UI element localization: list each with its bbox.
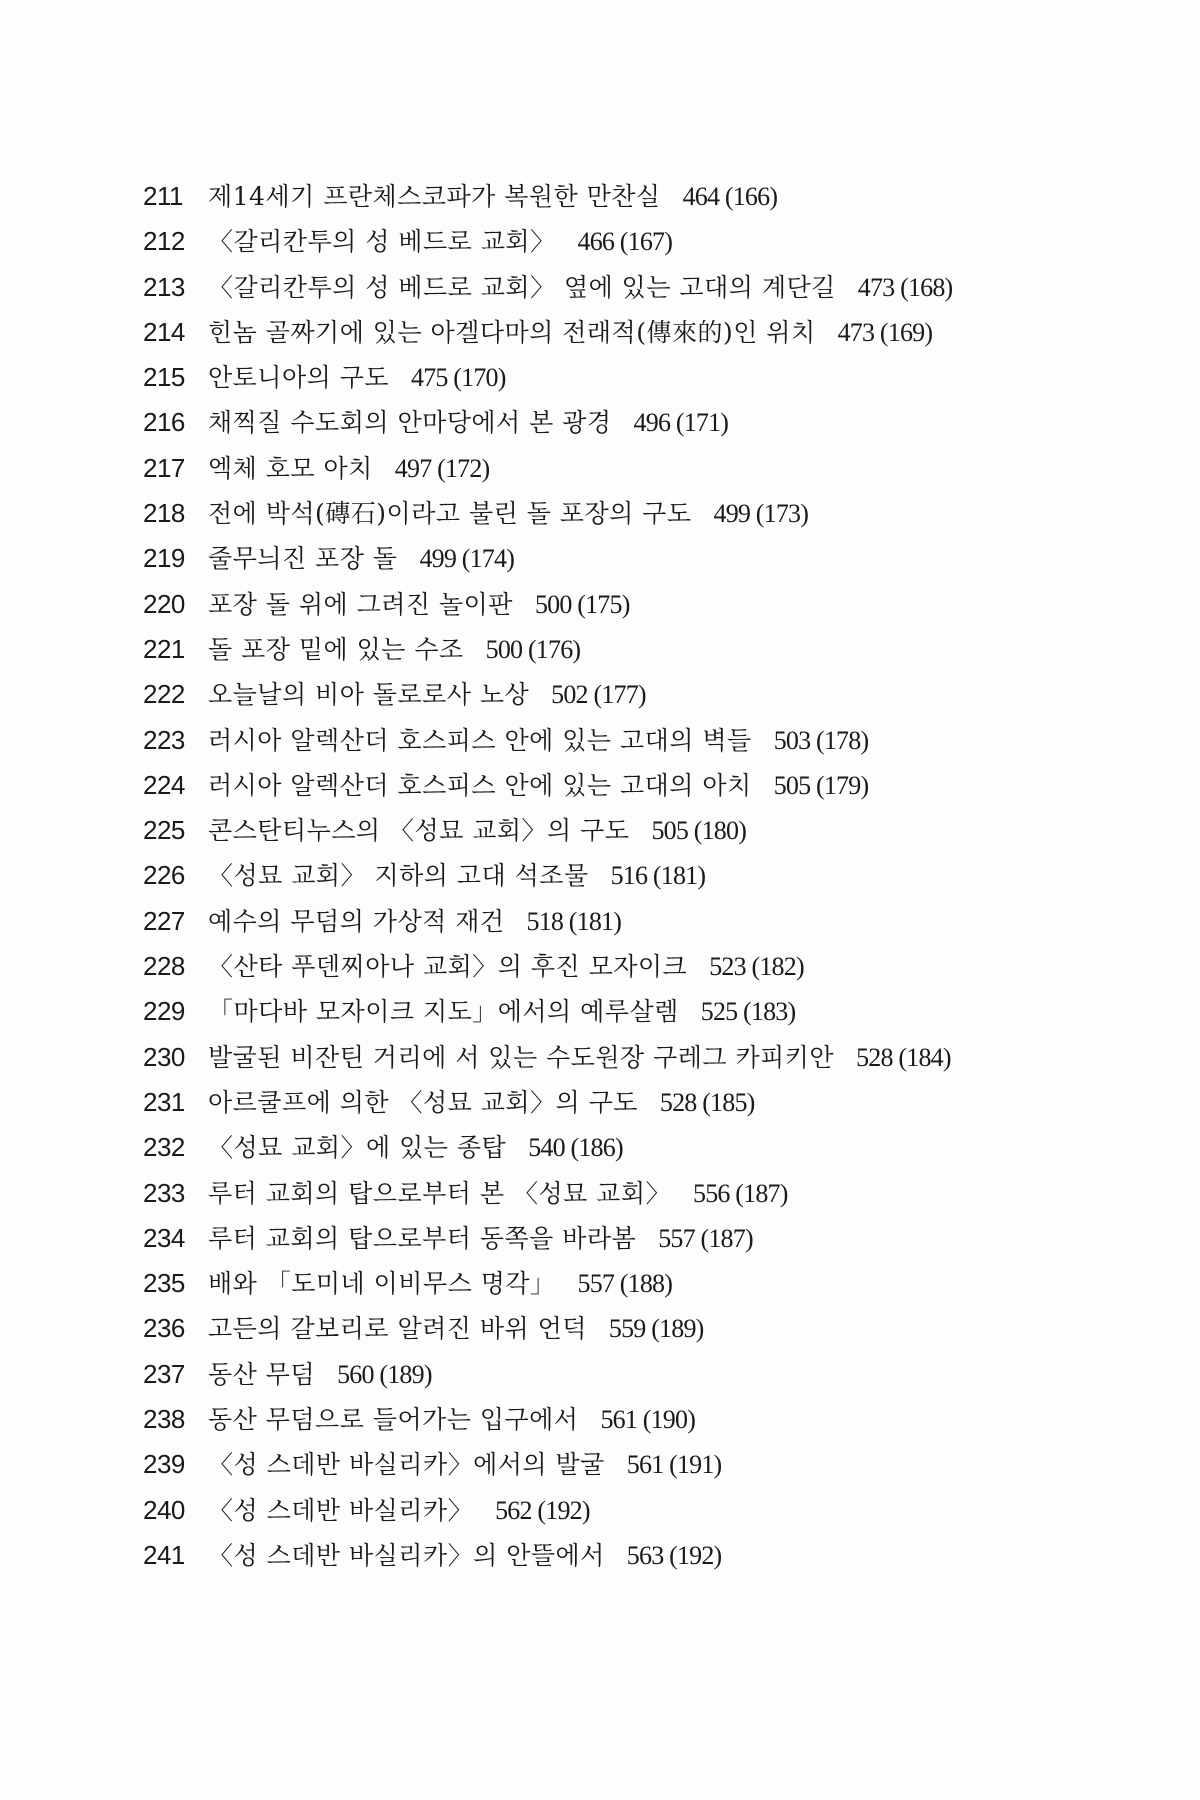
figure-title: 〈갈리칸투의 성 베드로 교회〉	[208, 227, 556, 257]
figure-number: 222	[143, 679, 185, 710]
page-reference: 563 (192)	[626, 1540, 722, 1570]
figure-title: 러시아 알렉산더 호스피스 안에 있는 고대의 벽들	[208, 725, 752, 755]
list-item	[143, 1352, 952, 1397]
figure-number: 216	[143, 407, 185, 438]
figure-title: 동산 무덤	[208, 1359, 316, 1389]
page-reference: 500 (175)	[534, 589, 630, 619]
list-item	[143, 536, 952, 581]
list-item	[143, 1306, 952, 1351]
page-reference: 528 (184)	[856, 1042, 951, 1072]
figure-number: 228	[143, 951, 185, 982]
list-item	[143, 1125, 952, 1170]
list-item	[143, 989, 952, 1034]
figure-title: 〈갈리칸투의 성 베드로 교회〉 옆에 있는 고대의 계단길	[208, 272, 836, 302]
page-reference: 496 (171)	[633, 408, 729, 438]
page-reference: 466 (167)	[577, 227, 673, 257]
figure-title: 루터 교회의 탑으로부터 본 〈성묘 교회〉	[208, 1178, 671, 1208]
figure-title: 돌 포장 밑에 있는 수조	[208, 634, 464, 664]
page-reference: 475 (170)	[411, 363, 506, 393]
page-reference: 560 (189)	[337, 1359, 432, 1389]
page-reference: 464 (166)	[682, 182, 778, 211]
list-item	[143, 174, 952, 219]
list-item	[143, 718, 952, 763]
page-reference: 505 (179)	[773, 770, 869, 800]
page-reference: 473 (169)	[837, 317, 933, 347]
figure-title: 〈성묘 교회〉에 있는 종탑	[208, 1133, 507, 1163]
list-item	[143, 219, 952, 264]
figure-number: 227	[143, 905, 185, 936]
page-reference: 473 (168)	[857, 272, 953, 302]
page-reference: 500 (176)	[485, 634, 581, 664]
page-reference: 503 (178)	[773, 725, 869, 755]
list-item	[143, 1080, 952, 1125]
list-item	[143, 1397, 952, 1442]
figure-title: 채찍질 수도회의 안마당에서 본 광경	[208, 408, 612, 438]
figure-number: 232	[143, 1132, 185, 1163]
list-item	[143, 400, 952, 445]
page-reference: 497 (172)	[394, 453, 490, 483]
figure-number: 225	[143, 815, 185, 846]
page-reference: 505 (180)	[651, 816, 747, 846]
figure-list	[143, 174, 952, 1578]
page-reference: 540 (186)	[528, 1133, 623, 1163]
figure-number: 235	[143, 1268, 185, 1299]
list-item	[143, 899, 952, 944]
list-item	[143, 1533, 952, 1578]
page-reference: 557 (188)	[577, 1269, 673, 1299]
figure-number: 224	[143, 769, 185, 800]
list-item	[143, 944, 952, 989]
figure-title: 줄무늬진 포장 돌	[208, 544, 398, 574]
figure-number: 214	[143, 316, 185, 347]
figure-number: 226	[143, 860, 185, 891]
list-item	[143, 1216, 952, 1261]
figure-number: 237	[143, 1358, 185, 1389]
figure-number: 238	[143, 1404, 185, 1435]
page-reference: 561 (191)	[626, 1450, 722, 1480]
figure-number: 223	[143, 724, 185, 755]
figure-number: 240	[143, 1494, 185, 1525]
page-reference: 556 (187)	[693, 1178, 788, 1208]
figure-number: 217	[143, 452, 185, 483]
page-reference: 557 (187)	[658, 1223, 753, 1253]
list-item	[143, 1035, 952, 1080]
figure-title: 제14세기 프란체스코파가 복원한 만찬실	[208, 182, 661, 211]
list-item	[143, 763, 952, 808]
page-reference: 559 (189)	[608, 1314, 704, 1344]
page-reference: 499 (173)	[713, 499, 809, 529]
figure-number: 211	[143, 181, 183, 211]
list-item	[143, 1171, 952, 1216]
figure-title: 발굴된 비잔틴 거리에 서 있는 수도원장 구레그 카피키안	[208, 1042, 835, 1072]
page-reference: 516 (181)	[610, 861, 706, 891]
figure-title: 동산 무덤으로 들어가는 입구에서	[208, 1405, 579, 1435]
list-item	[143, 808, 952, 853]
figure-number: 239	[143, 1449, 185, 1480]
list-item	[143, 265, 952, 310]
list-item	[143, 627, 952, 672]
figure-number: 213	[143, 271, 185, 302]
list-item	[143, 1261, 952, 1306]
figure-number: 221	[143, 633, 185, 664]
figure-title: 〈산타 푸덴찌아나 교회〉의 후진 모자이크	[208, 952, 688, 982]
page-reference: 561 (190)	[600, 1405, 696, 1435]
figure-title: 힌놈 골짜기에 있는 아겔다마의 전래적(傳來的)인 위치	[208, 317, 816, 347]
figure-title: 포장 돌 위에 그려진 놀이판	[208, 589, 513, 619]
list-item	[143, 355, 952, 400]
figure-title: 〈성묘 교회〉 지하의 고대 석조물	[208, 861, 589, 891]
page-reference: 528 (185)	[659, 1087, 755, 1117]
figure-number: 231	[143, 1086, 185, 1117]
figure-number: 234	[143, 1222, 185, 1253]
figure-title: 〈성 스데반 바실리카〉에서의 발굴	[208, 1450, 605, 1480]
figure-number: 236	[143, 1313, 185, 1344]
figure-title: 「마다바 모자이크 지도」에서의 예루살렘	[208, 997, 679, 1027]
figure-number: 233	[143, 1177, 185, 1208]
figure-title: 예수의 무덤의 가상적 재건	[208, 906, 505, 936]
figure-number: 241	[143, 1539, 185, 1570]
list-item	[143, 853, 952, 898]
figure-title: 오늘날의 비아 돌로로사 노상	[208, 680, 530, 710]
page-reference: 499 (174)	[419, 544, 515, 574]
figure-number: 218	[143, 498, 185, 529]
figure-number: 212	[143, 226, 185, 257]
list-item	[143, 491, 952, 536]
page-reference: 562 (192)	[495, 1495, 590, 1525]
figure-title: 전에 박석(磚石)이라고 불린 돌 포장의 구도	[208, 499, 692, 529]
figure-title: 배와 「도미네 이비무스 명각」	[208, 1269, 556, 1299]
figure-title: 아르쿨프에 의한 〈성묘 교회〉의 구도	[208, 1087, 638, 1117]
figure-title: 콘스탄티누스의 〈성묘 교회〉의 구도	[208, 816, 630, 846]
figure-title: 엑체 호모 아치	[208, 453, 373, 483]
page-reference: 502 (177)	[551, 680, 646, 710]
figure-title: 루터 교회의 탑으로부터 동쪽을 바라봄	[208, 1223, 637, 1253]
figure-title: 러시아 알렉산더 호스피스 안에 있는 고대의 아치	[208, 770, 752, 800]
list-item	[143, 582, 952, 627]
figure-title: 안토니아의 구도	[208, 363, 389, 393]
figure-number: 219	[143, 543, 185, 574]
figure-title: 〈성 스데반 바실리카〉	[208, 1495, 474, 1525]
page-reference: 525 (183)	[700, 997, 796, 1027]
figure-title: 고든의 갈보리로 알려진 바위 언덕	[208, 1314, 587, 1344]
list-item	[143, 1442, 952, 1487]
figure-number: 229	[143, 996, 185, 1027]
page-reference: 518 (181)	[526, 906, 622, 936]
figure-number: 220	[143, 588, 185, 619]
page-reference: 523 (182)	[709, 952, 804, 982]
list-item	[143, 310, 952, 355]
figure-number: 230	[143, 1041, 185, 1072]
figure-title: 〈성 스데반 바실리카〉의 안뜰에서	[208, 1540, 605, 1570]
list-item	[143, 1488, 952, 1533]
figure-number: 215	[143, 362, 185, 393]
list-item	[143, 446, 952, 491]
list-item	[143, 672, 952, 717]
